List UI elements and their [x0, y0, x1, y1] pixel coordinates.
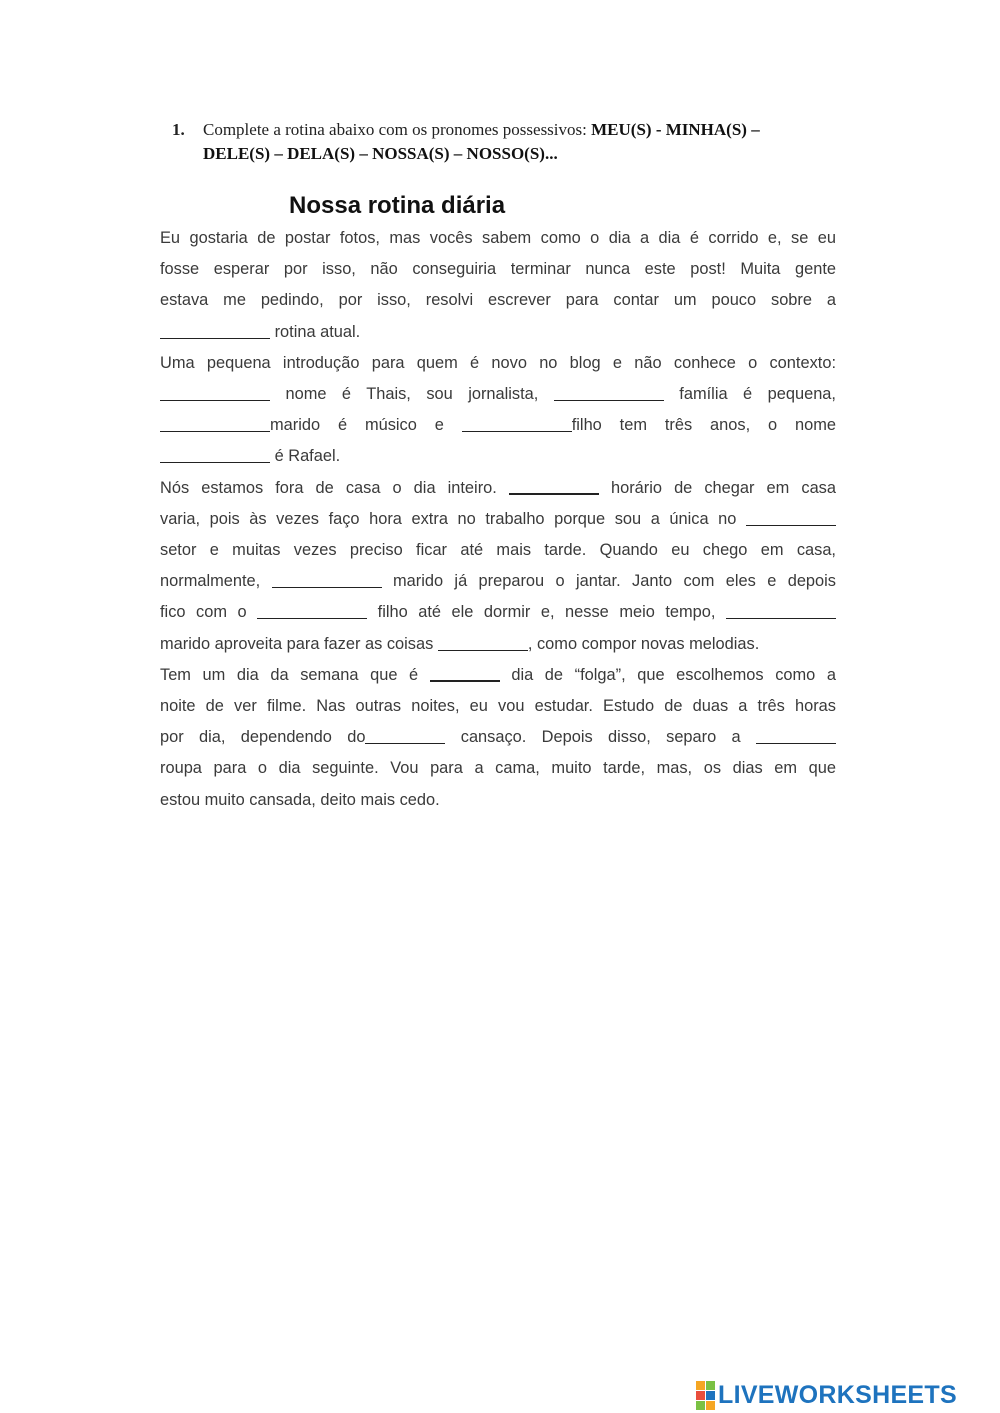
text-line — [160, 473, 836, 504]
text-fragment: dia de “folga”, que escolhemos como a — [511, 665, 836, 684]
text-fragment: família é pequena, — [679, 385, 836, 404]
text-line: noite de ver filme. Nas outras noites, eu vou estudar. Estudo de duas a três horas — [160, 697, 836, 716]
text-line: estou muito cansada, deito mais cedo. — [160, 790, 440, 809]
text-line — [160, 441, 836, 472]
story-text — [160, 223, 836, 816]
exercise-number: 1. — [172, 120, 185, 139]
liveworksheets-logo — [696, 1380, 957, 1410]
text-line — [160, 566, 836, 597]
text-fragment: varia, pois às vezes faço hora extra no trabalho porque sou a única no — [160, 509, 737, 528]
text-line — [160, 410, 836, 441]
text-fragment: filho até ele dormir e, nesse meio tempo, — [377, 603, 716, 622]
answer-blank[interactable] — [160, 321, 270, 338]
text-fragment: normalmente, — [160, 572, 261, 591]
answer-blank[interactable] — [554, 384, 664, 401]
answer-blank[interactable] — [509, 476, 599, 494]
text-fragment: marido já preparou o jantar. Janto com eles e depois — [392, 572, 837, 591]
text-line — [160, 722, 836, 753]
answer-blank[interactable] — [272, 571, 382, 588]
page-title: Nossa rotina diária — [289, 192, 506, 219]
text-fragment: Tem um dia da semana que é — [160, 665, 419, 684]
answer-blank[interactable] — [756, 727, 836, 744]
text-line: fosse esperar por isso, não conseguiria terminar nunca este post! Muita gente — [160, 260, 836, 279]
answer-blank[interactable] — [257, 602, 367, 619]
text-fragment: é Rafael. — [274, 447, 341, 466]
text-line — [160, 597, 836, 628]
logo-text: LIVEWORKSHEETS — [718, 1380, 957, 1409]
text-line: estava me pedindo, por isso, resolvi escrever para contar um pouco sobre a — [160, 291, 836, 310]
text-line: roupa para o dia seguinte. Vou para a cama, muito tarde, mas, os dias em que — [160, 759, 836, 778]
text-line — [160, 317, 836, 348]
text-line: Eu gostaria de postar fotos, mas vocês sabem como o dia a dia é corrido e, se eu — [160, 229, 836, 247]
text-line — [160, 379, 836, 410]
answer-blank[interactable] — [160, 384, 270, 401]
text-line: setor e muitas vezes preciso ficar até mais tarde. Quando eu chego em casa, — [160, 541, 836, 560]
pronoun-list-line1: MEU(S) - MINHA(S) – — [591, 120, 760, 139]
answer-blank[interactable] — [365, 727, 445, 744]
answer-blank[interactable] — [462, 415, 572, 432]
answer-blank[interactable] — [160, 446, 270, 463]
text-fragment: cansaço. Depois disso, separo a — [460, 728, 741, 747]
text-line — [160, 660, 836, 691]
answer-blank[interactable] — [430, 663, 500, 681]
text-line — [160, 629, 836, 660]
answer-blank[interactable] — [160, 415, 270, 432]
exercise-instruction — [172, 118, 872, 166]
text-line: Uma pequena introdução para quem é novo no blog e não conhece o contexto: — [160, 353, 836, 372]
text-line — [160, 504, 836, 535]
text-fragment: filho tem três anos, o nome — [571, 416, 836, 435]
text-fragment: marido é músico e — [270, 416, 444, 435]
answer-blank[interactable] — [438, 633, 528, 650]
text-fragment: nome é Thais, sou jornalista, — [285, 385, 539, 404]
text-fragment: Nós estamos fora de casa o dia inteiro. — [160, 478, 497, 497]
answer-blank[interactable] — [726, 602, 836, 619]
answer-blank[interactable] — [746, 508, 836, 525]
text-fragment: rotina atual. — [274, 322, 361, 341]
logo-blocks-icon — [696, 1381, 715, 1410]
text-fragment: , como compor novas melodias. — [527, 634, 760, 653]
instruction-text: Complete a rotina abaixo com os pronomes possessivos: — [203, 120, 592, 139]
pronoun-list-line2: DELE(S) – DELA(S) – NOSSA(S) – NOSSO(S)... — [203, 144, 558, 163]
text-fragment: por dia, dependendo do — [160, 728, 366, 747]
text-fragment: marido aproveita para fazer as coisas — [160, 634, 434, 653]
text-fragment: horário de chegar em casa — [610, 478, 836, 497]
text-fragment: fico com o — [160, 603, 247, 622]
